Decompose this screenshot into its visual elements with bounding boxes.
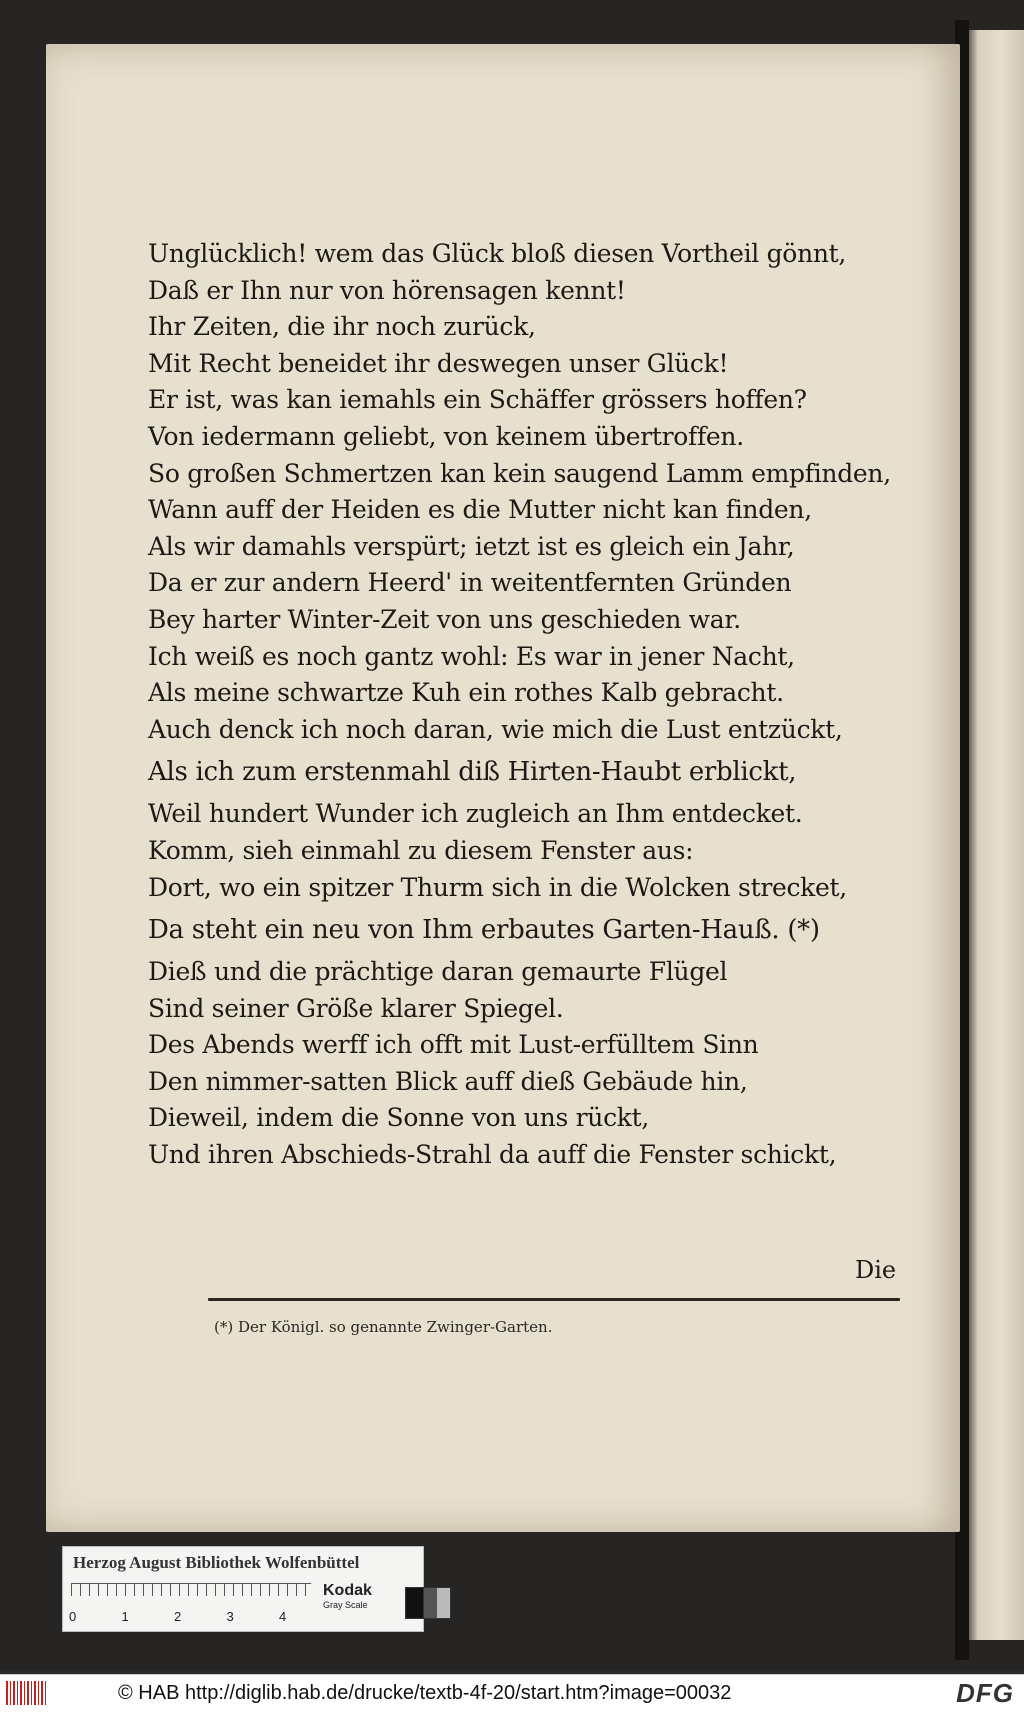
poem-line: Dieß und die prächtige daran gemaurte Flügel (148, 957, 728, 987)
poem-text (148, 236, 908, 1174)
ruler-number: 3 (226, 1609, 234, 1624)
footnote-rule (208, 1298, 900, 1301)
catchword: Die (855, 1256, 897, 1284)
ruler-numbers (69, 1609, 319, 1624)
poem-line: Er ist, was kan iemahls ein Schäffer grössers hoffen? (148, 385, 807, 415)
dfg-logo: DFG (956, 1678, 1014, 1708)
poem-line: Ihr Zeiten, die ihr noch zurück, (148, 312, 536, 342)
poem-line: Dort, wo ein spitzer Thurm sich in die Wolcken strecket, (148, 872, 847, 902)
color-target-label (62, 1546, 424, 1632)
poem-line: Weil hundert Wunder ich zugleich an Ihm entdecket. (148, 799, 803, 829)
grey-scale-swatch (405, 1587, 451, 1619)
poem-line: Da steht ein neu von Ihm erbautes Garten-Hauß. (*) (148, 915, 820, 946)
poem-line: Wann auff der Heiden es die Mutter nicht kan finden, (148, 495, 812, 525)
poem-line: Als ich zum erstenmahl diß Hirten-Haubt erblickt, (148, 757, 797, 788)
poem-line: Und ihren Abschieds-Strahl da auff die Fenster schickt, (148, 1140, 837, 1170)
poem-line: Bey harter Winter-Zeit von uns geschieden war. (148, 604, 741, 634)
poem-line: Sind seiner Größe klarer Spiegel. (148, 993, 564, 1023)
poem-line: Unglücklich! wem das Glück bloß diesen Vortheil gönnt, (148, 239, 847, 268)
ruler-number: 0 (69, 1609, 77, 1624)
poem-line: Von iedermann geliebt, von keinem übertroffen. (148, 421, 744, 451)
kodak-name: Kodak (323, 1582, 372, 1599)
barcode-icon (6, 1681, 46, 1705)
poem-line: Dieweil, indem die Sonne von uns rückt, (148, 1103, 650, 1133)
footer-bar (0, 1674, 1024, 1712)
poem-line: Auch denck ich noch daran, wie mich die Lust entzückt, (148, 714, 843, 744)
institution-name: Herzog August Bibliothek Wolfenbüttel (73, 1553, 360, 1572)
ruler-number: 4 (279, 1609, 287, 1624)
facing-page-edge (968, 30, 1024, 1640)
poem-line: Als meine schwartze Kuh ein rothes Kalb gebracht. (148, 678, 784, 708)
kodak-subtitle: Gray Scale (323, 1600, 368, 1610)
poem-line: So großen Schmertzen kan kein saugend Lamm empfinden, (148, 458, 891, 488)
footnote: (*) Der Königl. so genannte Zwinger-Garten. (214, 1318, 553, 1336)
poem-line: Komm, sieh einmahl zu diesem Fenster aus: (148, 835, 694, 865)
copyright-link[interactable]: © HAB http://diglib.hab.de/drucke/textb-4f-20/start.htm?image=00032 (118, 1682, 732, 1704)
poem-line: Mit Recht beneidet ihr deswegen unser Glück! (148, 348, 729, 378)
ruler-scale (71, 1583, 311, 1608)
poem-line: Als wir damahls verspürt; ietzt ist es gleich ein Jahr, (148, 531, 795, 561)
poem-line: Daß er Ihn nur von hörensagen kennt! (148, 275, 626, 305)
ruler-number: 2 (174, 1609, 182, 1624)
poem-line: Da er zur andern Heerd' in weitentfernten Gründen (148, 568, 792, 598)
poem-line: Ich weiß es noch gantz wohl: Es war in jener Nacht, (148, 641, 795, 671)
poem-line: Des Abends werff ich offt mit Lust-erfülltem Sinn (148, 1030, 759, 1060)
poem-line: Den nimmer-satten Blick auff dieß Gebäude hin, (148, 1066, 748, 1096)
kodak-brand (323, 1583, 372, 1610)
ruler-number: 1 (121, 1609, 129, 1624)
